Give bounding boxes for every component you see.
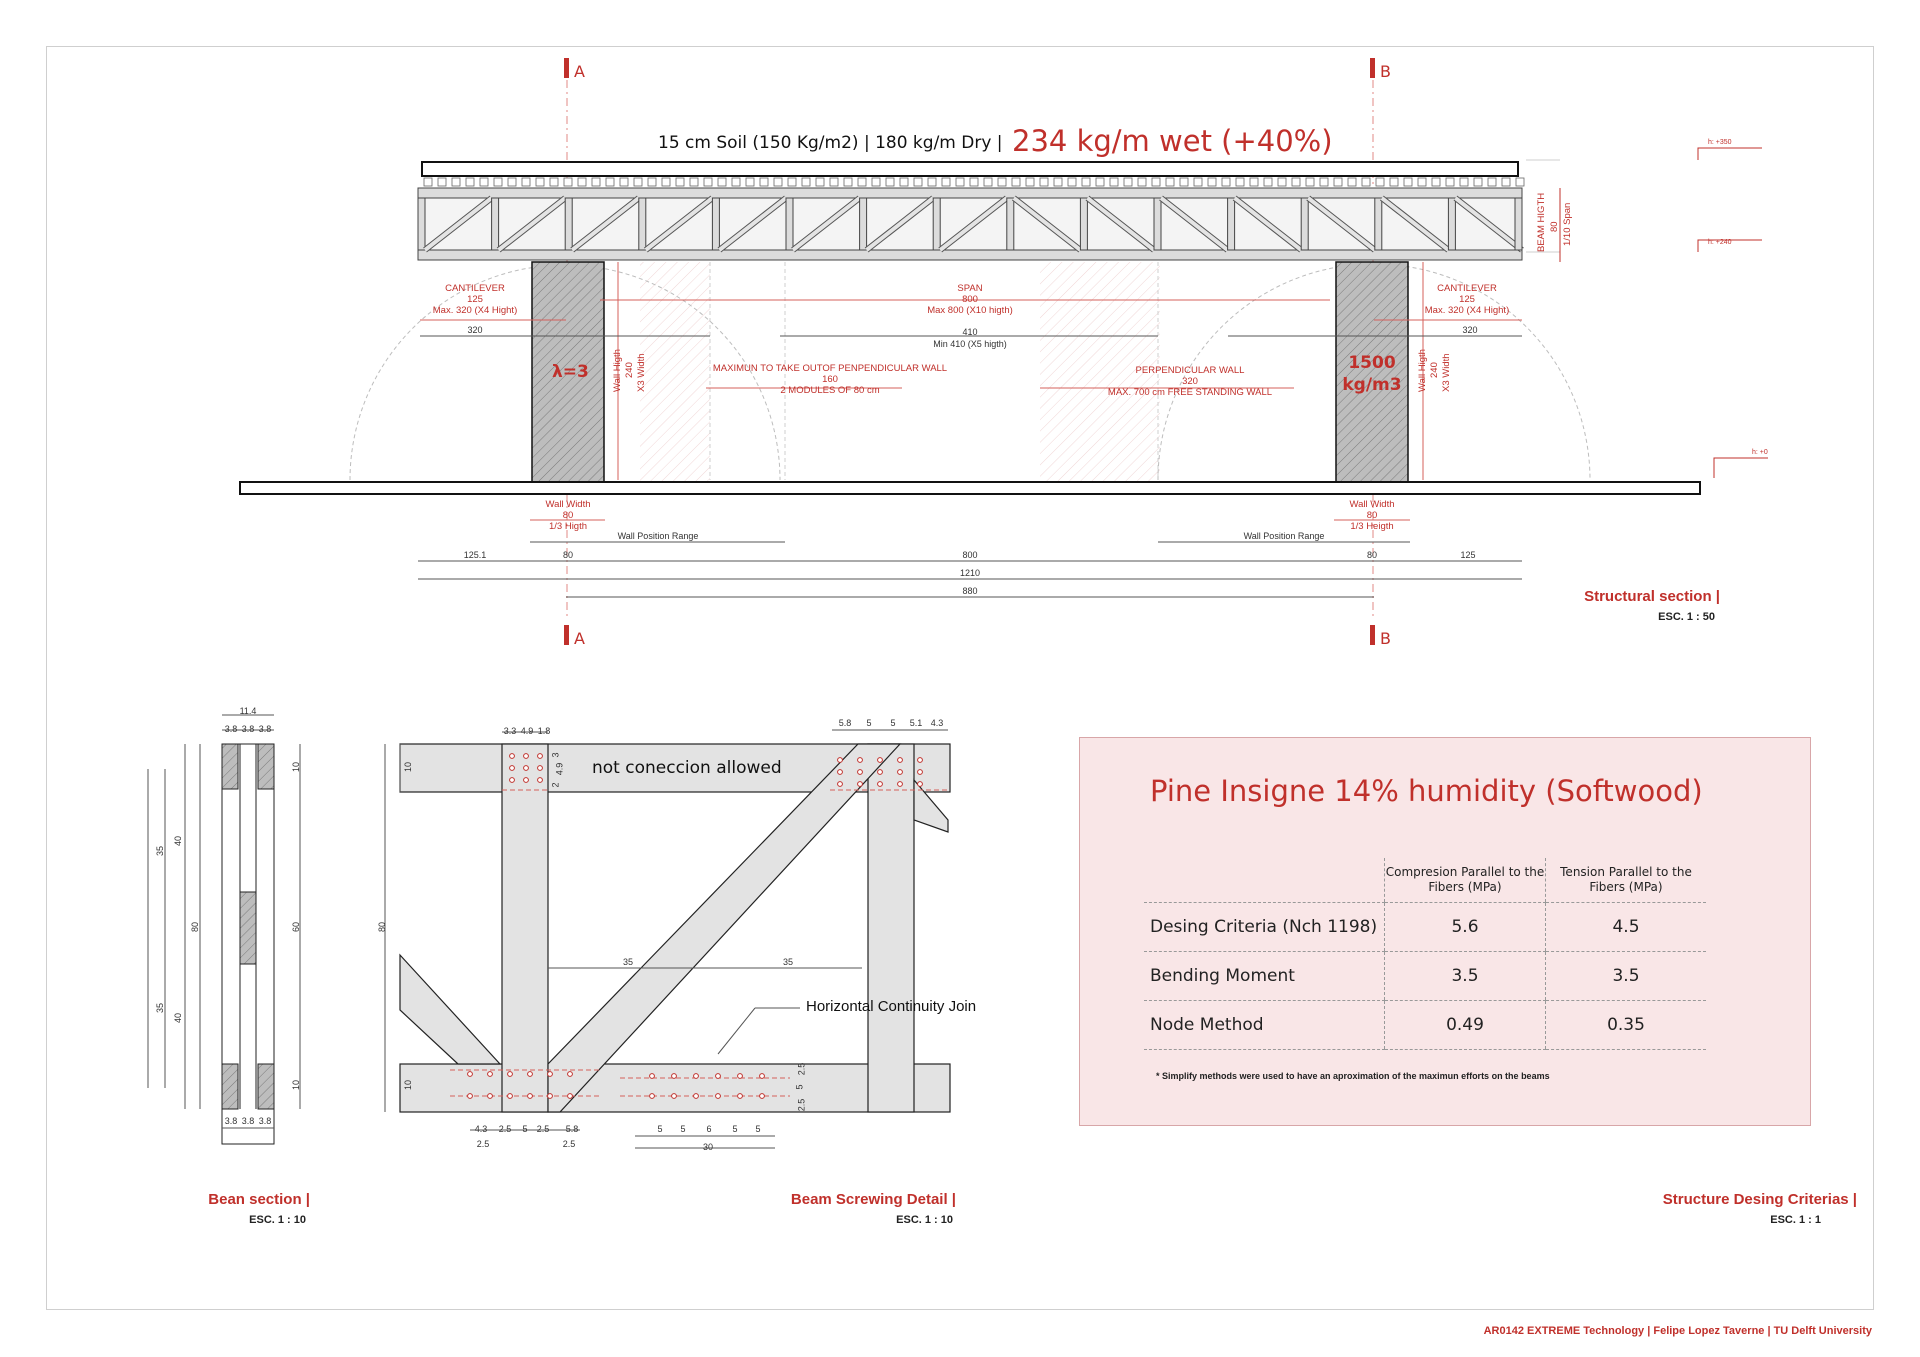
truss-block xyxy=(1278,178,1286,186)
section-marker-a-top: A xyxy=(574,62,585,81)
dim-top-right-2: 5 xyxy=(866,718,872,728)
caption-bean-section: Bean section | xyxy=(208,1191,310,1208)
truss-post xyxy=(1007,198,1014,250)
wall-range-right: Wall Position Range xyxy=(1243,531,1325,541)
dim-join-3: 6 xyxy=(706,1124,712,1134)
screw-point xyxy=(510,778,515,783)
wall-text-right-3: X3 Width xyxy=(1441,353,1452,392)
screw-point xyxy=(898,782,903,787)
dim-top-left-2: 4.9 xyxy=(520,726,534,736)
dim-bottom-left-sub-1: 2.5 xyxy=(476,1139,490,1149)
truss-block xyxy=(1166,178,1174,186)
density-label: 1500 kg/m3 xyxy=(1342,353,1402,395)
bean-right-dim-1: 10 xyxy=(291,761,302,773)
criteria-header-blank xyxy=(1144,858,1385,903)
screw-point xyxy=(716,1094,721,1099)
dim-join-vert-3: 2.5 xyxy=(796,1062,807,1076)
bean-top-total: 11.4 xyxy=(239,706,257,716)
dim-top-left-3: 1.8 xyxy=(537,726,551,736)
truss-block xyxy=(956,178,964,186)
screw-point xyxy=(538,754,543,759)
cantilever-left-dim: 320 xyxy=(467,325,483,335)
truss-block xyxy=(424,178,432,186)
row-label: Desing Criteria (Nch 1198) xyxy=(1144,903,1385,952)
truss-block xyxy=(1474,178,1482,186)
screw-point xyxy=(858,770,863,775)
truss-block xyxy=(1306,178,1314,186)
truss-block xyxy=(1502,178,1510,186)
screw-point xyxy=(508,1094,513,1099)
truss-block xyxy=(788,178,796,186)
truss-block xyxy=(1152,178,1160,186)
criteria-note: * Simplify methods were used to have an aproximation of the maximun efforts on the beams xyxy=(1156,1071,1550,1081)
screw-point xyxy=(738,1074,743,1079)
truss-block xyxy=(522,178,530,186)
truss-block xyxy=(536,178,544,186)
truss-block xyxy=(928,178,936,186)
row-label: Bending Moment xyxy=(1144,952,1385,1001)
criteria-table xyxy=(1144,858,1706,1050)
span-dim: 410 xyxy=(962,327,978,337)
truss-block xyxy=(1250,178,1258,186)
truss-post xyxy=(1515,198,1522,250)
screw-point xyxy=(510,754,515,759)
scale-bean-section: ESC. 1 : 10 xyxy=(249,1214,306,1226)
screw-point xyxy=(568,1094,573,1099)
truss-block xyxy=(718,178,726,186)
dim-vert-top-2: 4.9 xyxy=(554,762,565,776)
bean-bottom-part-3: 3.8 xyxy=(258,1116,272,1126)
dim-vert-top-1: 2 xyxy=(550,782,561,788)
truss-block xyxy=(1096,178,1104,186)
screw-point xyxy=(898,758,903,763)
criteria-title: Pine Insigne 14% humidity (Softwood) xyxy=(1150,774,1703,808)
truss-block xyxy=(550,178,558,186)
truss-block xyxy=(592,178,600,186)
criteria-header-row xyxy=(1144,858,1706,903)
dim-join-vert-1: 2.5 xyxy=(796,1098,807,1112)
screw-point xyxy=(898,770,903,775)
screw-point xyxy=(508,1072,513,1077)
level-marks xyxy=(1526,148,1768,478)
screw-point xyxy=(878,758,883,763)
truss-block xyxy=(1068,178,1076,186)
span-min: Min 410 (X5 higth) xyxy=(933,339,1007,349)
truss-screw-row xyxy=(424,178,1524,186)
truss-block xyxy=(732,178,740,186)
wall-text-left-3: X3 Width xyxy=(636,353,647,392)
wall-text-right-1: Wall Higth xyxy=(1417,349,1428,392)
dim-125: 125 xyxy=(1460,550,1476,560)
dim-bottom-left-1: 4.3 xyxy=(474,1124,488,1134)
section-marker-a-bottom: A xyxy=(574,629,585,648)
dim-top-left-1: 3.3 xyxy=(503,726,517,736)
truss-post xyxy=(786,198,793,250)
slenderness-label: λ=3 xyxy=(552,362,589,382)
screw-point xyxy=(548,1094,553,1099)
bean-top-part-1: 3.8 xyxy=(224,724,238,734)
truss-post xyxy=(492,198,499,250)
section-marker-b-bottom: B xyxy=(1380,629,1391,648)
dim-side-1: 10 xyxy=(403,761,414,773)
screw-point xyxy=(538,766,543,771)
beam-height-value: 80 xyxy=(1549,221,1560,232)
row-value-tension: 3.5 xyxy=(1546,952,1707,1001)
truss-block xyxy=(1320,178,1328,186)
cantilever-right: CANTILEVER 125 Max. 320 (X4 Hight) xyxy=(1424,283,1510,316)
truss-block xyxy=(1348,178,1356,186)
caption-screwing-detail: Beam Screwing Detail | xyxy=(790,1191,956,1208)
bean-right-dim-2: 60 xyxy=(291,921,302,933)
row-value-compression: 3.5 xyxy=(1385,952,1546,1001)
truss-block xyxy=(1418,178,1426,186)
bean-bottom-part-1: 3.8 xyxy=(224,1116,238,1126)
truss-block xyxy=(1124,178,1132,186)
truss-block xyxy=(1012,178,1020,186)
truss-block xyxy=(452,178,460,186)
beam-height-label: BEAM HIGTH xyxy=(1536,192,1547,252)
truss-block xyxy=(1292,178,1300,186)
screw-point xyxy=(760,1074,765,1079)
footer-credit: AR0142 EXTREME Technology | Felipe Lopez Taverne | TU Delft University xyxy=(1483,1325,1872,1337)
screw-point xyxy=(918,770,923,775)
dim-side-2: 80 xyxy=(377,921,388,933)
screw-point xyxy=(524,754,529,759)
truss-block xyxy=(1446,178,1454,186)
truss-post xyxy=(1080,198,1087,250)
dim-top-right-5: 4.3 xyxy=(930,718,944,728)
truss-block xyxy=(914,178,922,186)
criteria-col-tension: Tension Parallel to the Fibers (MPa) xyxy=(1546,858,1707,903)
screw-point xyxy=(838,770,843,775)
screw-point xyxy=(650,1094,655,1099)
truss-post xyxy=(1448,198,1455,250)
cantilever-left: CANTILEVER 125 Max. 320 (X4 Hight) xyxy=(432,283,518,316)
screw-point xyxy=(760,1094,765,1099)
truss-block xyxy=(886,178,894,186)
truss-beam xyxy=(418,188,1522,260)
dim-bottom-left-2: 2.5 xyxy=(498,1124,512,1134)
screw-point xyxy=(650,1074,655,1079)
truss-post xyxy=(1375,198,1382,250)
truss-block xyxy=(648,178,656,186)
screw-point xyxy=(858,782,863,787)
truss-block xyxy=(1236,178,1244,186)
truss-block xyxy=(1460,178,1468,186)
dim-join-2: 5 xyxy=(680,1124,686,1134)
truss-block xyxy=(508,178,516,186)
truss-block xyxy=(844,178,852,186)
table-row xyxy=(1144,903,1706,952)
bean-left-dim-5: 40 xyxy=(173,1012,184,1024)
truss-post xyxy=(860,198,867,250)
caption-design-criteria: Structure Desing Criterias | xyxy=(1662,1191,1857,1208)
truss-block xyxy=(1516,178,1524,186)
truss-block xyxy=(830,178,838,186)
truss-block xyxy=(1180,178,1188,186)
row-value-compression: 5.6 xyxy=(1385,903,1546,952)
truss-block xyxy=(872,178,880,186)
truss-block xyxy=(746,178,754,186)
truss-block xyxy=(1334,178,1342,186)
dim-join-vert-2: 5 xyxy=(794,1084,805,1090)
truss-block xyxy=(1054,178,1062,186)
truss-post xyxy=(1154,198,1161,250)
truss-post xyxy=(1301,198,1308,250)
truss-post xyxy=(1228,198,1235,250)
truss-block xyxy=(1432,178,1440,186)
dim-80-right: 80 xyxy=(1366,550,1377,560)
caption-structural-section: Structural section | xyxy=(1584,588,1720,605)
max-take-out: MAXIMUN TO TAKE OUTOF PENPENDICULAR WALL 160 2 MODULES OF 80 cm xyxy=(712,363,948,396)
truss-block xyxy=(1390,178,1398,186)
dim-bottom-left-3: 5 xyxy=(522,1124,528,1134)
row-value-compression: 0.49 xyxy=(1385,1001,1546,1050)
truss-block xyxy=(494,178,502,186)
bean-top-part-2: 3.8 xyxy=(241,724,255,734)
truss-block xyxy=(1222,178,1230,186)
truss-block xyxy=(970,178,978,186)
screw-point xyxy=(468,1094,473,1099)
screw-point xyxy=(528,1072,533,1077)
screw-point xyxy=(694,1094,699,1099)
dim-mid-2: 35 xyxy=(782,957,793,967)
truss-block xyxy=(662,178,670,186)
screw-point xyxy=(510,766,515,771)
screw-point xyxy=(468,1072,473,1077)
horizontal-join-label: Horizontal Continuity Join xyxy=(806,998,977,1015)
bean-section-drawing xyxy=(148,715,300,1144)
truss-block xyxy=(816,178,824,186)
bean-left-dim-3: 80 xyxy=(190,921,201,933)
truss-post xyxy=(712,198,719,250)
truss-block xyxy=(998,178,1006,186)
truss-block xyxy=(690,178,698,186)
screw-point xyxy=(878,782,883,787)
level-mid: h: +240 xyxy=(1708,239,1732,246)
row-value-tension: 4.5 xyxy=(1546,903,1707,952)
dim-join-4: 5 xyxy=(732,1124,738,1134)
dim-880: 880 xyxy=(962,586,978,596)
dim-mid-1: 35 xyxy=(622,957,633,967)
scale-screwing-detail: ESC. 1 : 10 xyxy=(896,1214,953,1226)
bean-top-part-3: 3.8 xyxy=(258,724,272,734)
truss-block xyxy=(1138,178,1146,186)
screw-point xyxy=(524,778,529,783)
wall-text-left-1: Wall Higth xyxy=(612,349,623,392)
truss-block xyxy=(606,178,614,186)
truss-post xyxy=(933,198,940,250)
truss-post xyxy=(418,198,425,250)
criteria-col-compression: Compresion Parallel to the Fibers (MPa) xyxy=(1385,858,1546,903)
bean-right-dim-3: 10 xyxy=(291,1079,302,1091)
screw-point xyxy=(716,1074,721,1079)
level-base: h: +0 xyxy=(1752,449,1768,456)
truss-block xyxy=(1362,178,1370,186)
section-marker-b-top: B xyxy=(1380,62,1391,81)
wall-width-right: Wall Width 80 1/3 Heigth xyxy=(1349,499,1395,532)
truss-block xyxy=(900,178,908,186)
truss-block xyxy=(1208,178,1216,186)
screw-point xyxy=(528,1094,533,1099)
row-label: Node Method xyxy=(1144,1001,1385,1050)
dim-125-1: 125.1 xyxy=(463,550,487,560)
row-value-tension: 0.35 xyxy=(1546,1001,1707,1050)
truss-block xyxy=(704,178,712,186)
wall-width-left: Wall Width 80 1/3 Higth xyxy=(545,499,591,532)
bean-bottom-part-2: 3.8 xyxy=(241,1116,255,1126)
dim-top-right-4: 5.1 xyxy=(909,718,923,728)
dim-join-5: 5 xyxy=(755,1124,761,1134)
screw-point xyxy=(548,1072,553,1077)
truss-block xyxy=(984,178,992,186)
truss-block xyxy=(578,178,586,186)
bean-left-dim-2: 40 xyxy=(173,835,184,847)
screw-point xyxy=(568,1072,573,1077)
bean-left-dim-4: 35 xyxy=(155,1002,166,1014)
truss-block xyxy=(760,178,768,186)
truss-block xyxy=(564,178,572,186)
table-row xyxy=(1144,1001,1706,1050)
screw-point xyxy=(694,1074,699,1079)
wall-text-left-2: 240 xyxy=(624,362,635,378)
truss-block xyxy=(1264,178,1272,186)
scale-design-criteria: ESC. 1 : 1 xyxy=(1770,1214,1821,1226)
screw-detail-drawing xyxy=(400,744,950,1112)
truss-block xyxy=(676,178,684,186)
dim-80-left: 80 xyxy=(562,550,573,560)
wall-range-left: Wall Position Range xyxy=(617,531,699,541)
truss-block xyxy=(466,178,474,186)
screw-point xyxy=(738,1094,743,1099)
truss-block xyxy=(634,178,642,186)
truss-block xyxy=(480,178,488,186)
screw-point xyxy=(524,766,529,771)
truss-block xyxy=(1194,178,1202,186)
dim-vert-top-3: 3 xyxy=(550,752,561,758)
cantilever-right-dim: 320 xyxy=(1462,325,1478,335)
dim-top-right-3: 5 xyxy=(890,718,896,728)
screw-point xyxy=(838,782,843,787)
truss-post xyxy=(565,198,572,250)
truss-block xyxy=(1040,178,1048,186)
level-top: h: +350 xyxy=(1708,139,1732,146)
no-connection-label: not coneccion allowed xyxy=(592,758,782,778)
screw-point xyxy=(672,1094,677,1099)
truss-block xyxy=(774,178,782,186)
table-row xyxy=(1144,952,1706,1001)
screw-point xyxy=(918,758,923,763)
foundation-slab xyxy=(240,482,1700,494)
load-wet-highlight: 234 kg/m wet (+40%) xyxy=(1012,124,1333,158)
dim-bottom-left-sub-2: 2.5 xyxy=(562,1139,576,1149)
screw-point xyxy=(672,1074,677,1079)
truss-block xyxy=(1488,178,1496,186)
screw-point xyxy=(488,1072,493,1077)
truss-block xyxy=(620,178,628,186)
wall-text-right-2: 240 xyxy=(1429,362,1440,378)
truss-block xyxy=(1082,178,1090,186)
truss-block xyxy=(1026,178,1034,186)
truss-block xyxy=(942,178,950,186)
perpendicular-wall: PERPENDICULAR WALL 320 MAX. 700 cm FREE STANDING WALL xyxy=(1107,365,1273,398)
screw-point xyxy=(488,1094,493,1099)
soil-slab xyxy=(422,162,1518,176)
truss-post xyxy=(639,198,646,250)
dim-bottom-left-4: 2.5 xyxy=(536,1124,550,1134)
bean-left-dim-1: 35 xyxy=(155,845,166,857)
truss-block xyxy=(1404,178,1412,186)
dim-800: 800 xyxy=(962,550,978,560)
screw-point xyxy=(838,758,843,763)
dim-join-1: 5 xyxy=(657,1124,663,1134)
dim-1210: 1210 xyxy=(959,568,981,578)
span-label: SPAN 800 Max 800 (X10 higth) xyxy=(927,283,1013,316)
screw-point xyxy=(538,778,543,783)
dim-side-3: 10 xyxy=(403,1079,414,1091)
load-text: 15 cm Soil (150 Kg/m2) | 180 kg/m Dry | xyxy=(658,133,1003,153)
beam-height-note: 1/10 Span xyxy=(1562,202,1573,246)
truss-block xyxy=(438,178,446,186)
dim-top-right-1: 5.8 xyxy=(838,718,852,728)
truss-block xyxy=(858,178,866,186)
dim-join-total: 30 xyxy=(702,1142,713,1152)
dim-bottom-left-5: 5.8 xyxy=(565,1124,579,1134)
screw-point xyxy=(918,782,923,787)
scale-structural-section: ESC. 1 : 50 xyxy=(1658,611,1715,623)
truss-block xyxy=(1376,178,1384,186)
screw-point xyxy=(858,758,863,763)
screw-point xyxy=(878,770,883,775)
truss-block xyxy=(1110,178,1118,186)
truss-block xyxy=(802,178,810,186)
criteria-panel xyxy=(1079,737,1811,1126)
